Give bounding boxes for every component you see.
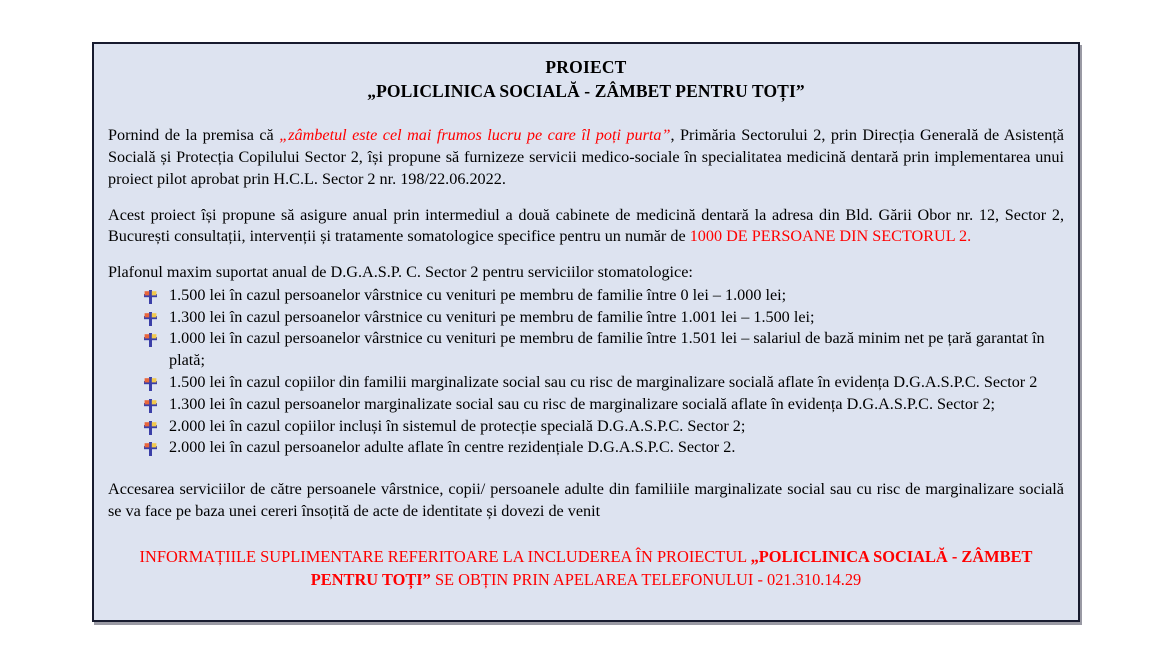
list-item-label: 1.000 lei în cazul persoanelor vârstnice cu venituri pe membru de familie între 1.501 lei – salariul de bază minim net pe țară garantat în plată; [169, 329, 1045, 370]
list-item [138, 437, 1064, 459]
list-item [138, 285, 1064, 307]
second-paragraph [108, 205, 1064, 249]
plafon-heading: Plafonul maxim suportat anual de D.G.A.S.P. C. Sector 2 pentru serviciilor stomatologice: [108, 263, 693, 282]
second-paragraph-tail: . [967, 227, 972, 246]
intro-text-after-quote: , Primăria Sectorului 2, prin Direcția Generală de Asistență Socială și Protecția Copilului Sector 2, își propune să furnizeze servicii medico-sociale în specialitatea medicină dentară prin implementarea unui proiect pilot aprobat prin H.C.L. Sector 2 nr. 198/22.06.2022. [108, 126, 1064, 188]
beneficiary-count-highlight: 1000 DE PERSOANE DIN SECTORUL 2 [689, 227, 968, 246]
contact-notice-phone-text: SE OBȚIN PRIN APELAREA TELEFONULUI - 021.310.14.29 [430, 569, 862, 589]
list-item [138, 307, 1064, 329]
list-item [138, 372, 1064, 394]
intro-quote: „zâmbetul este cel mai frumos lucru pe care îl poți purta” [279, 126, 671, 145]
intro-paragraph [108, 125, 1064, 190]
cross-arrow-bullet-icon [144, 332, 157, 346]
contact-notice [108, 545, 1064, 592]
document-title-block [108, 56, 1064, 103]
list-item-label: 1.500 lei în cazul copiilor din familii marginalizate social sau cu risc de marginalizare socială aflate în evidența D.G.A.S.P.C. Sector 2 [169, 373, 1038, 391]
cross-arrow-bullet-icon [144, 441, 157, 455]
cross-arrow-bullet-icon [144, 289, 157, 303]
list-item [138, 328, 1064, 372]
list-item [138, 394, 1064, 416]
list-item-label: 2.000 lei în cazul persoanelor adulte aflate în centre rezidențiale D.G.A.S.P.C. Sector 2. [169, 438, 736, 457]
contact-notice-lead: INFORMAȚIILE SUPLIMENTARE REFERITOARE LA INCLUDEREA ÎN PROIECTUL [139, 546, 751, 566]
list-item-label: 1.300 lei în cazul persoanelor vârstnice cu venituri pe membru de familie între 1.001 lei – 1.500 lei; [169, 307, 815, 326]
page-subtitle: „POLICLINICA SOCIALĂ - ZÂMBET PENTRU TOȚI” [367, 81, 805, 102]
page-title: PROIECT [545, 57, 627, 77]
list-item-label: 1.500 lei în cazul persoanelor vârstnice cu venituri pe membru de familie între 0 lei – 1.000 lei; [169, 285, 787, 304]
document-panel [92, 42, 1080, 622]
plafon-list [108, 285, 1064, 459]
cross-arrow-bullet-icon [144, 398, 157, 412]
contact-notice-project-name: „POLICLINICA SOCIALĂ - ZÂMBET PENTRU TOȚI” [310, 546, 1033, 589]
intro-text-before-quote: Pornind de la premisa că [108, 126, 280, 145]
list-item [138, 416, 1064, 438]
second-paragraph-lead: Acest proiect își propune să asigure anual prin intermediul a două cabinete de medicină dentară la adresa din Bld. Gării Obor nr. 12, Sector 2, București consultații, intervenții și tratamente somatologice specifice pentru un număr de [108, 205, 1064, 246]
list-item-label: 2.000 lei în cazul copiilor incluși în sistemul de protecție specială D.G.A.S.P.C. Sector 2; [169, 416, 746, 435]
cross-arrow-bullet-icon [144, 376, 157, 390]
access-paragraph: Accesarea serviciilor de către persoanele vârstnice, copii/ persoanele adulte din familiile marginalizate social sau cu risc de marginalizare socială se va face pe baza unei cereri însoțită de acte de identitate și dovezi de venit [108, 480, 1064, 520]
cross-arrow-bullet-icon [144, 420, 157, 434]
list-item-label: 1.300 lei în cazul persoanelor marginalizate social sau cu risc de marginalizare socială aflate în evidența D.G.A.S.P.C. Sector 2; [169, 394, 996, 413]
cross-arrow-bullet-icon [144, 311, 157, 325]
